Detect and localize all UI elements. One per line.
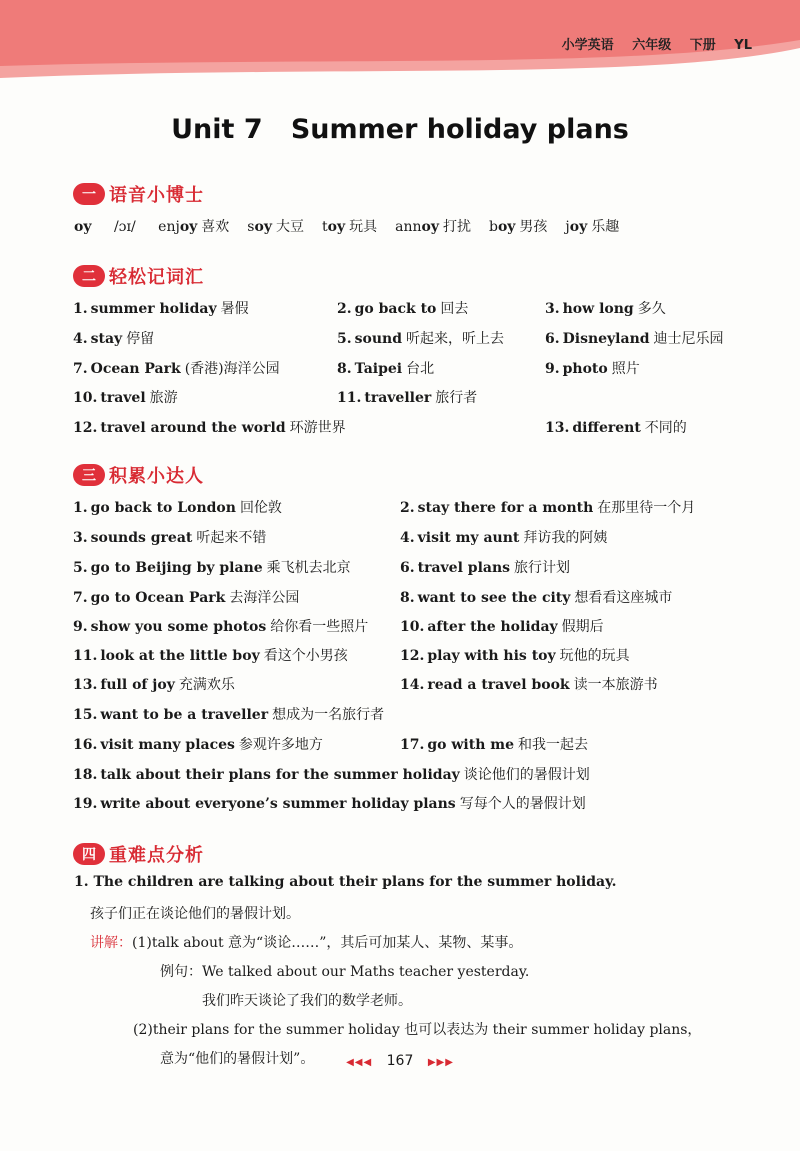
section-number-badge: 三 [73,464,105,486]
phrase-item: 13. full of joy 充满欢乐 [73,677,235,693]
phonics-word: annoy 打扰 [395,219,471,235]
section-number-badge: 二 [73,265,105,287]
section-heading-analysis [73,841,204,867]
vocab-item: 1. summer holiday 暑假 [73,301,249,317]
edition-label: YL [734,38,752,53]
phonics-word-list [158,219,637,235]
phrase-item: 18. talk about their plans for the summer holiday 谈论他们的暑假计划 [73,767,590,783]
phrase-item: 17. go with me 和我一起去 [400,737,588,753]
phonics-word: soy 大豆 [247,219,304,235]
analysis-sentence: 1. The children are talking about their plans for the summer holiday. [74,874,617,890]
phrase-item: 5. go to Beijing by plane 乘飞机去北京 [73,560,351,576]
phrase-item: 4. visit my aunt 拜访我的阿姨 [400,530,608,546]
section-title: 积累小达人 [109,466,204,487]
vocab-item: 10. travel 旅游 [73,390,178,406]
phonics-word: enjoy 喜欢 [158,219,230,235]
grade-label: 六年级 [632,38,672,53]
phonics-letters: oy [74,219,92,235]
subject-label: 小学英语 [561,38,614,53]
vocab-item: 8. Taipei 台北 [337,361,435,377]
vocab-item: 7. Ocean Park (香港)海洋公园 [73,361,280,377]
vocab-item: 6. Disneyland 迪士尼乐园 [545,331,724,347]
explanation-point-1 [90,932,522,952]
right-arrows-icon: ▶▶▶ [427,1057,454,1068]
section-title: 重难点分析 [109,845,204,866]
phonics-ipa: /ɔɪ/ [113,219,136,235]
section-title: 轻松记词汇 [109,267,204,288]
phonics-row [74,216,637,236]
vocab-item: 5. sound 听起来，听上去 [337,331,504,347]
phonics-word: toy 玩具 [321,219,378,235]
phrase-item: 15. want to be a traveller 想成为一名旅行者 [73,707,385,723]
vocab-item: 9. photo 照片 [545,361,640,377]
phrase-item: 14. read a travel book 读一本旅游书 [400,677,658,693]
page-number: 167 [386,1053,414,1069]
example-english: We talked about our Maths teacher yesterday. [202,964,530,980]
section-number-badge: 一 [73,183,105,205]
vocab-item: 13. different 不同的 [545,420,687,436]
explain-label: 讲解： [90,935,132,951]
phrase-item: 1. go back to London 回伦敦 [73,500,282,516]
phrase-item: 7. go to Ocean Park 去海洋公园 [73,590,300,606]
left-arrows-icon: ◀◀◀ [346,1057,373,1068]
unit-title: Unit 7 Summer holiday plans [171,114,629,145]
vocab-item: 3. how long 多久 [545,301,666,317]
vocab-item: 2. go back to 回去 [337,301,469,317]
section-heading-phonics [73,181,204,207]
phrase-item: 6. travel plans 旅行计划 [400,560,571,576]
phonics-word: boy 男孩 [488,219,548,235]
section-title: 语音小博士 [109,185,204,206]
example-translation: 我们昨天谈论了我们的数学老师。 [202,993,412,1009]
vocab-item: 11. traveller 旅行者 [337,390,478,406]
analysis-translation: 孩子们正在谈论他们的暑假计划。 [90,906,300,922]
phrase-item: 16. visit many places 参观许多地方 [73,737,323,753]
phrase-item: 8. want to see the city 想看看这座城市 [400,590,673,606]
phrase-item: 10. after the holiday 假期后 [400,619,604,635]
volume-label: 下册 [689,38,716,53]
vocab-item: 4. stay 停留 [73,331,155,347]
vocab-item: 12. travel around the world 环游世界 [73,420,346,436]
example-sentence [160,961,529,981]
phrase-item: 19. write about everyone’s summer holiday plans 写每个人的暑假计划 [73,796,586,812]
phrase-item: 11. look at the little boy 看这个小男孩 [73,648,348,664]
phrase-item: 2. stay there for a month 在那里待一个月 [400,500,696,516]
phrase-item: 9. show you some photos 给你看一些照片 [73,619,369,635]
point-1-text: (1)talk about 意为“谈论……”，其后可加某人、某物、某事。 [132,935,523,951]
example-label: 例句： [160,964,202,980]
phrase-item: 12. play with his toy 玩他的玩具 [400,648,630,664]
phrase-item: 3. sounds great 听起来不错 [73,530,267,546]
section-number-badge: 四 [73,843,105,865]
section-heading-vocabulary [73,263,204,289]
section-heading-phrases [73,462,204,488]
phonics-word: joy 乐趣 [565,219,620,235]
book-info [548,34,752,53]
explanation-point-2-continued: 意为“他们的暑假计划”。 [160,1051,315,1067]
page-footer [0,1053,800,1069]
explanation-point-2: (2)their plans for the summer holiday 也可以表达为 their summer holiday plans， [133,1022,702,1038]
